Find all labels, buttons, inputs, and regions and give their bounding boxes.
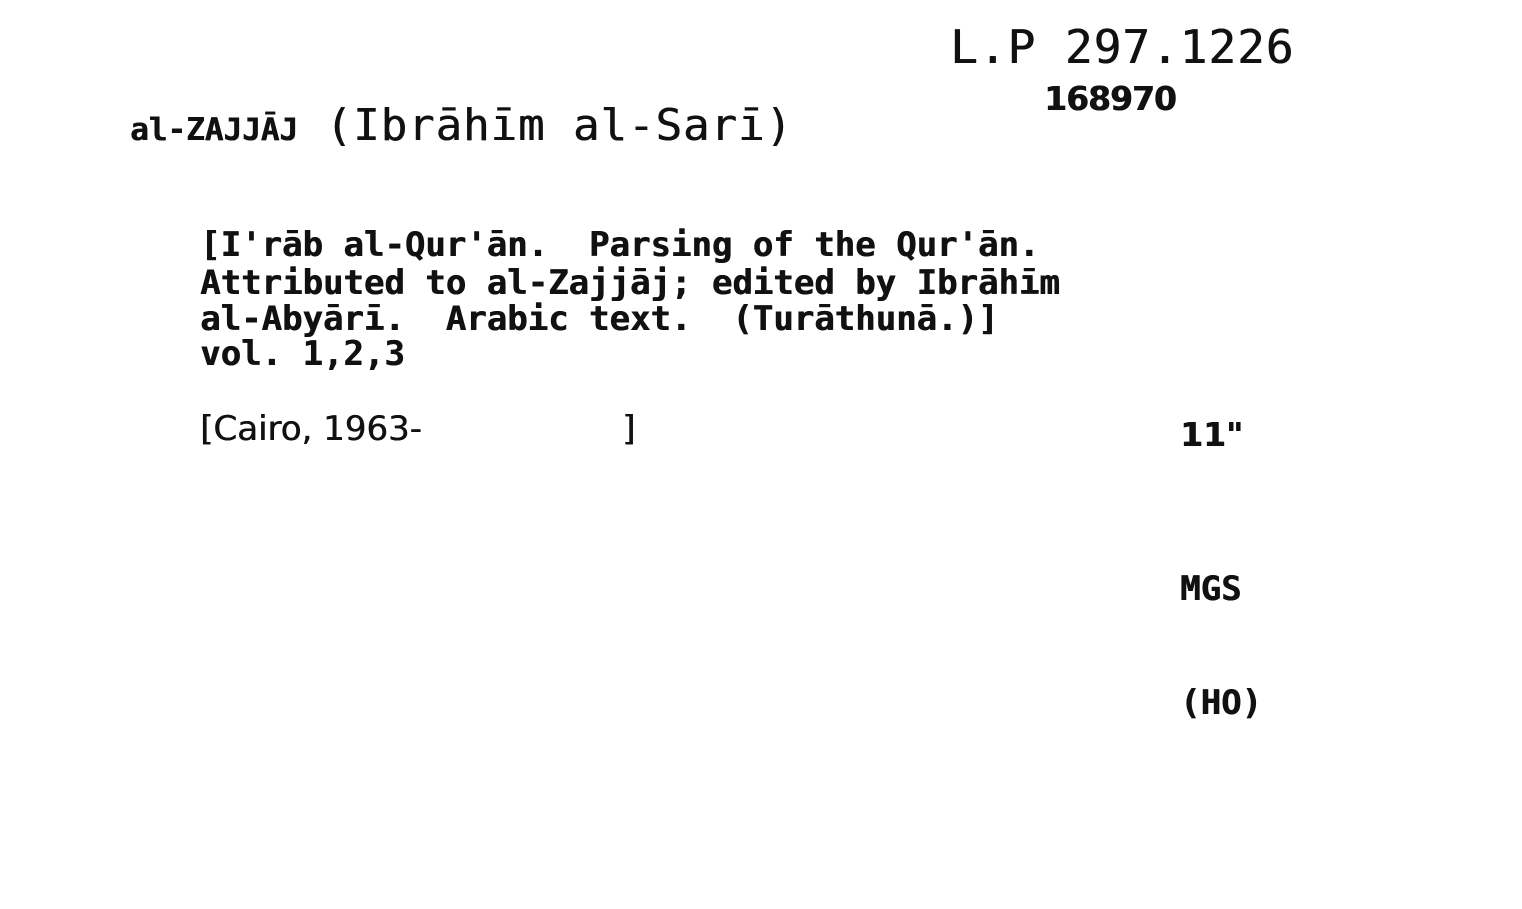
imprint [200, 409, 636, 449]
author-forename: (Ibrāhīm al-Sarī) [325, 100, 793, 151]
main-entry-heading [130, 100, 793, 151]
item-size: 11" [1180, 415, 1244, 454]
title-line-3: al-Abyārī. Arabic text. (Turāthunā.)] [200, 299, 999, 339]
title-line-1: [I'rāb al-Qur'ān. Parsing of the Qur'ān. [200, 225, 1040, 265]
imprint-text: [Cairo, 1963- [200, 409, 422, 449]
imprint-close-bracket: ] [622, 409, 636, 449]
cataloger-initials: MGS [1180, 569, 1242, 610]
volume-holdings: vol. 1,2,3 [200, 334, 405, 374]
accession-number: 168970 [1044, 79, 1176, 118]
call-number: L.P 297.1226 [950, 20, 1295, 74]
author-surname: al-ZAJJĀJ [130, 112, 298, 148]
title-line-2: Attributed to al-Zajjāj; edited by Ibrāhīm [200, 263, 1060, 303]
cataloger-block [1180, 494, 1262, 799]
cataloger-code: (HO) [1180, 683, 1262, 724]
